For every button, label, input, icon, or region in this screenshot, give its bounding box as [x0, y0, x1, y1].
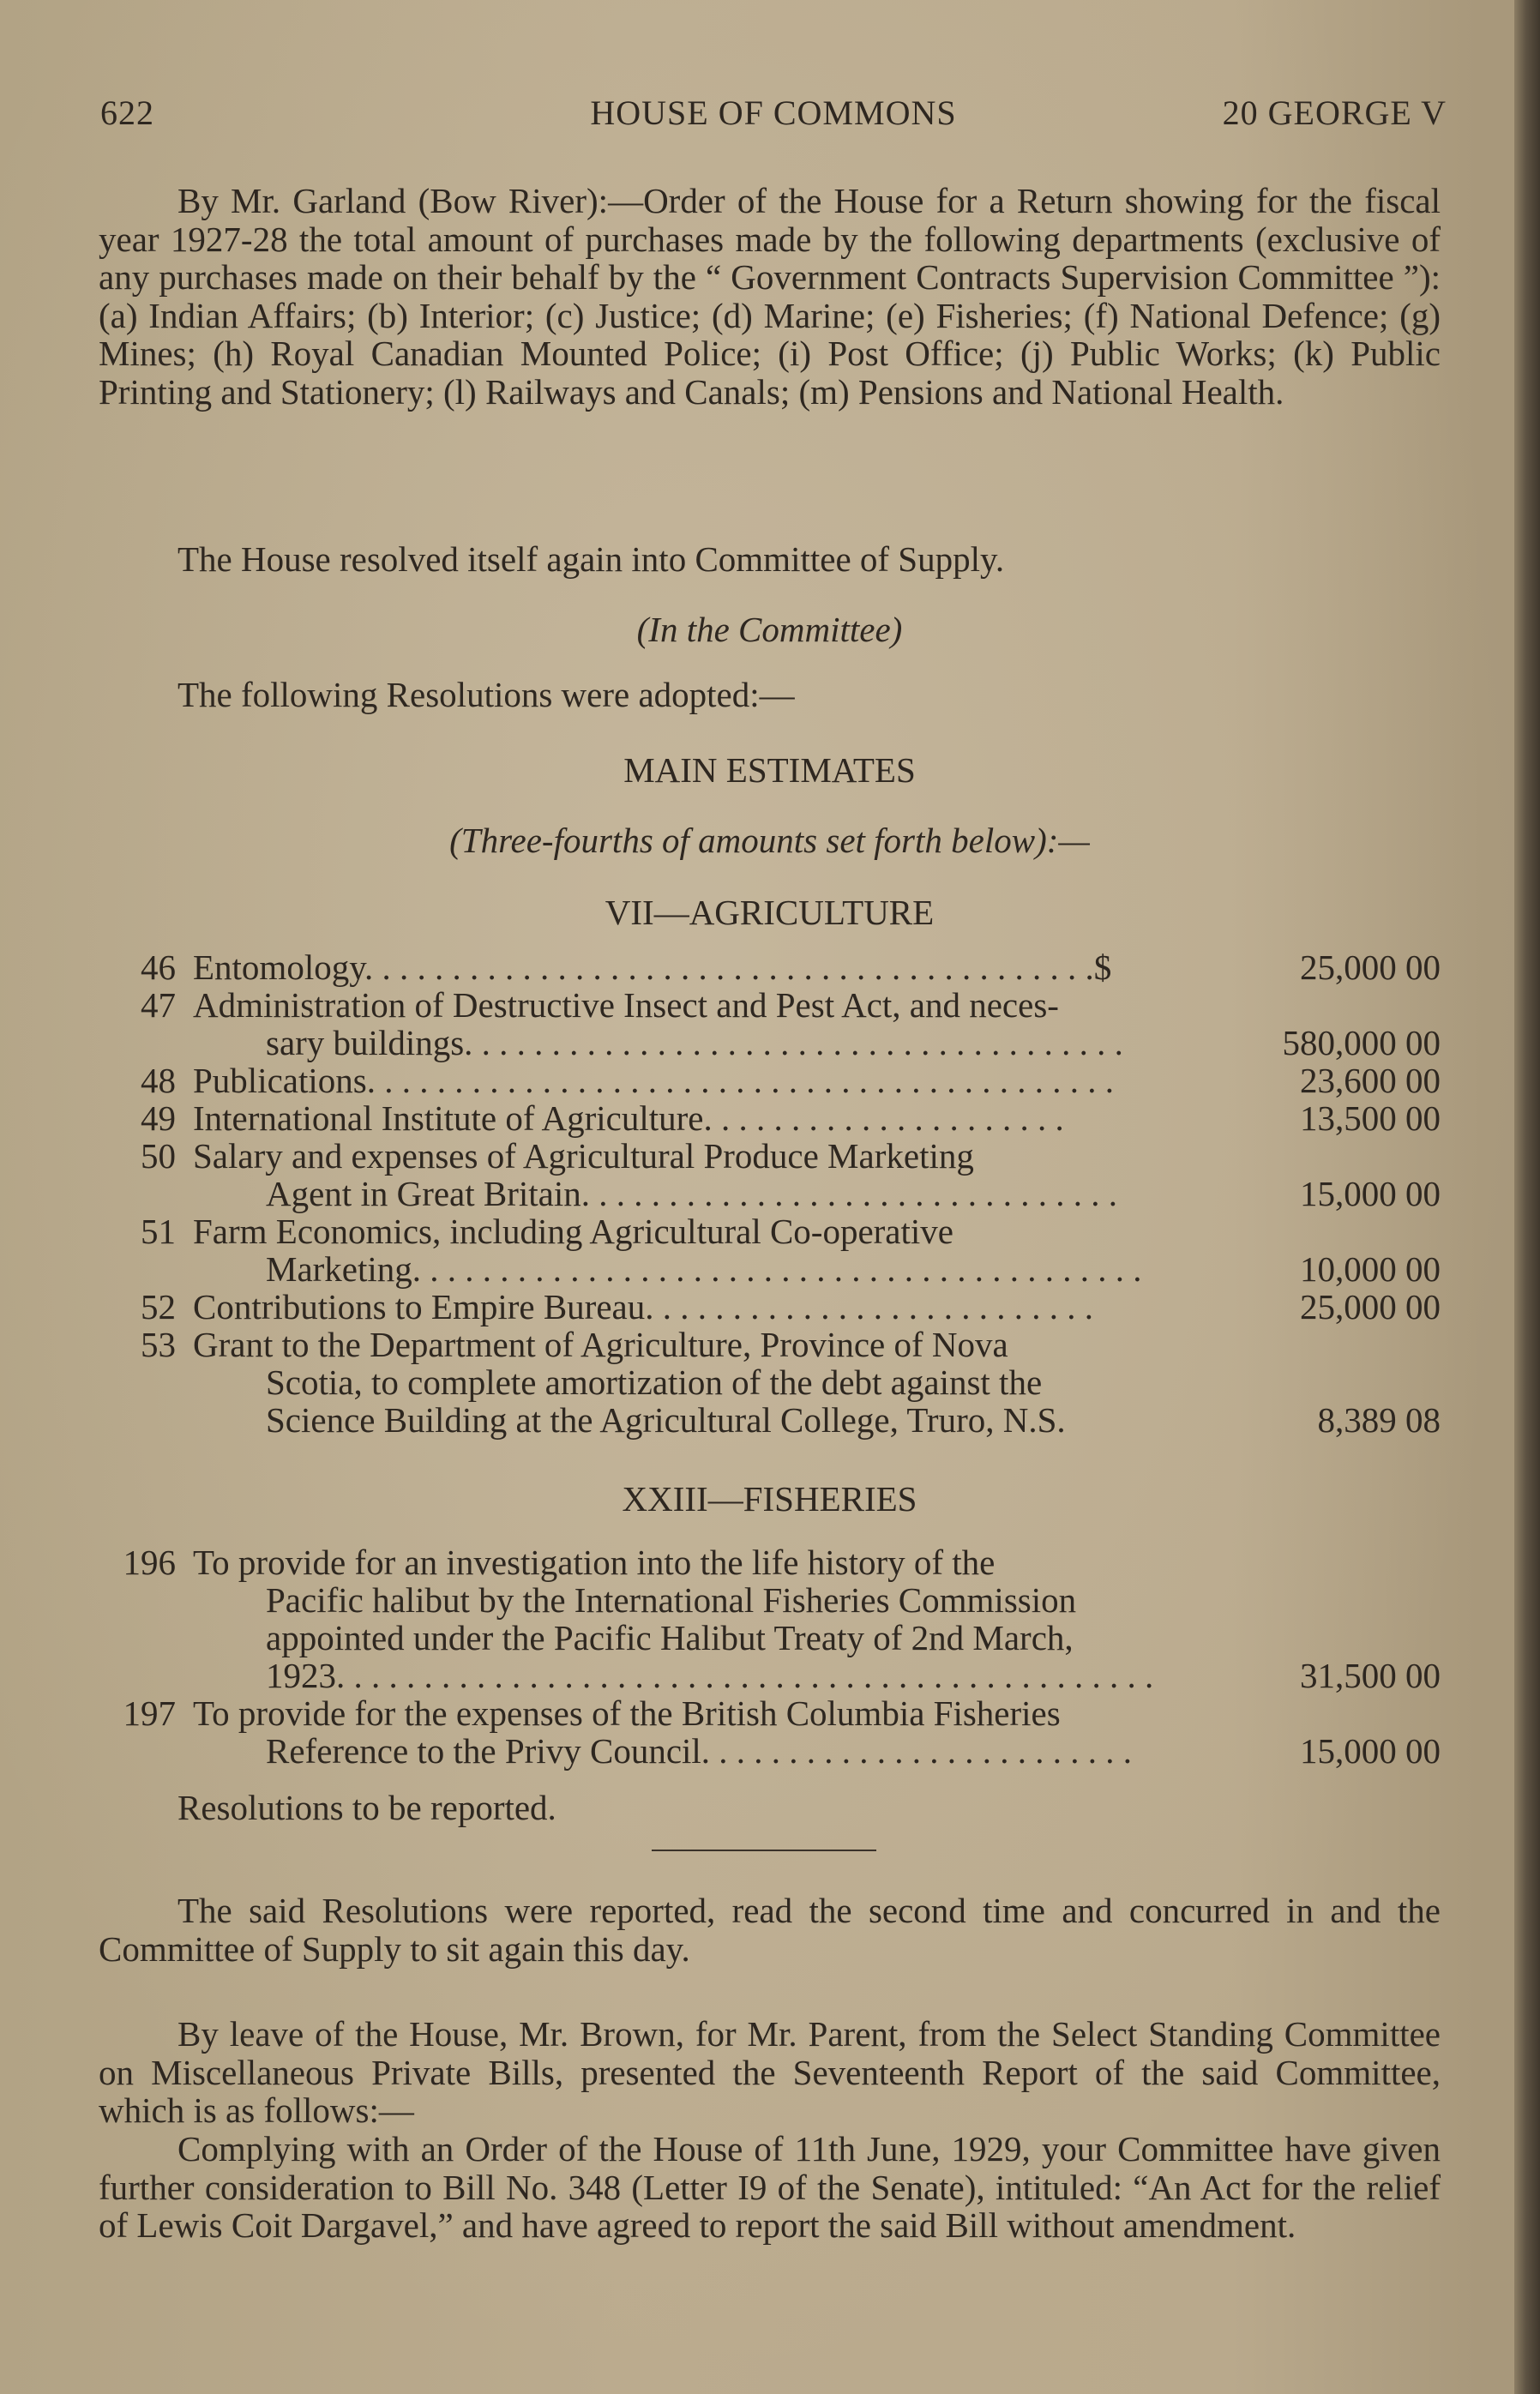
- item-description: appointed under the Pacific Halibut Treaty of 2nd March,: [266, 1618, 1074, 1657]
- table-row: [99, 1022, 1441, 1062]
- item-description: Reference to the Privy Council. . . . . . . . . . . . . . . . . . . . . . . . .: [266, 1731, 1133, 1771]
- committee-of-supply-paragraph: The House resolved itself again into Committee of Supply.: [177, 539, 1005, 579]
- page-number: 622: [100, 93, 154, 132]
- table-row: [99, 1173, 1441, 1212]
- item-description: Farm Economics, including Agricultural Co-operative: [193, 1212, 953, 1251]
- book-spine-edge: [1514, 0, 1540, 2394]
- table-row: [99, 1248, 1441, 1288]
- item-number: 53: [141, 1325, 176, 1364]
- item-number: 196: [123, 1543, 176, 1582]
- item-amount: 13,500 00: [1300, 1098, 1441, 1138]
- table-row: [99, 1617, 1441, 1657]
- table-row: [99, 1542, 1441, 1581]
- table-row: [99, 947, 1441, 986]
- table-row: [99, 1098, 1441, 1137]
- table-row: [99, 1362, 1441, 1401]
- three-fourths-subheading: (Three-fourths of amounts set forth below):—: [449, 821, 1090, 860]
- item-number: 52: [141, 1287, 176, 1326]
- header-reign: 20 GEORGE V: [1222, 93, 1447, 132]
- item-description: Contributions to Empire Bureau. . . . . . . . . . . . . . . . . . . . . . . . . .: [193, 1287, 1093, 1326]
- item-description: To provide for an investigation into the life history of the: [193, 1543, 996, 1582]
- section-divider-rule: [652, 1850, 876, 1851]
- item-number: 46: [141, 947, 176, 987]
- garland-order-paragraph: By Mr. Garland (Bow River):—Order of the House for a Return showing for the fiscal year 1927-28 the total amount of purchases made by the following departments (exclusive of any purchases made on their behalf by the “ Government Contracts Supervision Committee ”): (a) Indian Affairs; (b) Interior; (c) Justice; (d) Marine; (e) Fisheries; (f) National Defence; (g) Mines; (h) Royal Canadian Mounted Police; (i) Post Office; (j) Public Works; (k) Public Printing and Stationery; (l) Railways and Canals; (m) Pensions and National Health.: [99, 181, 1441, 412]
- in-committee-heading: (In the Committee): [636, 610, 903, 649]
- resolutions-adopted-paragraph: The following Resolutions were adopted:—: [177, 675, 795, 714]
- resolutions-reported-paragraph: The said Resolutions were reported, read the second time and concurred in and the Committee of Supply to sit again this day.: [99, 1891, 1441, 1969]
- item-amount: 25,000 00: [1300, 947, 1441, 987]
- item-description: Pacific halibut by the International Fisheries Commission: [266, 1580, 1077, 1620]
- item-description: Marketing. . . . . . . . . . . . . . . . . . . . . . . . . . . . . . . . . . . . . . . . . .: [266, 1249, 1142, 1289]
- table-row: [99, 1211, 1441, 1250]
- item-number: 48: [141, 1061, 176, 1100]
- item-amount: 25,000 00: [1300, 1287, 1441, 1326]
- item-amount: 15,000 00: [1300, 1731, 1441, 1771]
- item-description: Scotia, to complete amortization of the debt against the: [266, 1362, 1043, 1402]
- item-description: International Institute of Agriculture. . . . . . . . . . . . . . . . . . . . .: [193, 1098, 1064, 1138]
- item-number: 197: [123, 1693, 176, 1733]
- item-amount: 31,500 00: [1300, 1656, 1441, 1695]
- main-estimates-heading: MAIN ESTIMATES: [623, 750, 916, 790]
- table-row: [99, 1135, 1441, 1175]
- agriculture-section-heading: VII—AGRICULTURE: [605, 893, 935, 932]
- item-number: 49: [141, 1098, 176, 1138]
- item-amount: 23,600 00: [1300, 1061, 1441, 1100]
- table-row: [99, 1399, 1441, 1439]
- by-leave-paragraph: By leave of the House, Mr. Brown, for Mr. Parent, from the Select Standing Committee on Miscellaneous Private Bills, presented the Seventeenth Report of the said Committee, which is as follows:—: [99, 2014, 1441, 2130]
- item-description: 1923. . . . . . . . . . . . . . . . . . . . . . . . . . . . . . . . . . . . . . . . . . . . . . .: [266, 1656, 1154, 1695]
- table-row: [99, 1655, 1441, 1694]
- item-description: To provide for the expenses of the British Columbia Fisheries: [193, 1693, 1061, 1733]
- complying-paragraph: Complying with an Order of the House of 11th June, 1929, your Committee have given further consideration to Bill No. 348 (Letter I9 of the Senate), intituled: “An Act for the relief of Lewis Coit Dargavel,” and have agreed to report the said Bill without amendment.: [99, 2129, 1441, 2245]
- table-row: [99, 1579, 1441, 1619]
- header-title: HOUSE OF COMMONS: [590, 93, 957, 132]
- item-description: Grant to the Department of Agriculture, Province of Nova: [193, 1325, 1008, 1364]
- table-row: [99, 1693, 1441, 1732]
- item-description: Salary and expenses of Agricultural Produce Marketing: [193, 1136, 974, 1176]
- table-row: [99, 984, 1441, 1024]
- item-description: Publications. . . . . . . . . . . . . . . . . . . . . . . . . . . . . . . . . . . . . . . . . . .: [193, 1061, 1114, 1100]
- table-row: [99, 1324, 1441, 1363]
- table-row: [99, 1730, 1441, 1770]
- running-header: [100, 93, 1447, 135]
- table-row: [99, 1286, 1441, 1326]
- item-amount: 10,000 00: [1300, 1249, 1441, 1289]
- item-description: sary buildings. . . . . . . . . . . . . . . . . . . . . . . . . . . . . . . . . . . . . .: [266, 1023, 1123, 1062]
- resolutions-to-be-reported: Resolutions to be reported.: [177, 1788, 556, 1827]
- fisheries-section-heading: XXIII—FISHERIES: [622, 1479, 917, 1519]
- item-number: 51: [141, 1212, 176, 1251]
- item-amount: 15,000 00: [1300, 1174, 1441, 1213]
- item-description: Agent in Great Britain. . . . . . . . . . . . . . . . . . . . . . . . . . . . . . .: [266, 1174, 1118, 1213]
- item-number: 47: [141, 985, 176, 1025]
- item-description: Entomology. . . . . . . . . . . . . . . . . . . . . . . . . . . . . . . . . . . . . . . . . .$: [193, 947, 1112, 987]
- item-description: Administration of Destructive Insect and Pest Act, and neces-: [193, 985, 1059, 1025]
- item-number: 50: [141, 1136, 176, 1176]
- item-amount: 8,389 08: [1317, 1400, 1441, 1440]
- item-amount: 580,000 00: [1282, 1023, 1441, 1062]
- table-row: [99, 1060, 1441, 1099]
- item-description: Science Building at the Agricultural College, Truro, N.S.: [266, 1400, 1066, 1440]
